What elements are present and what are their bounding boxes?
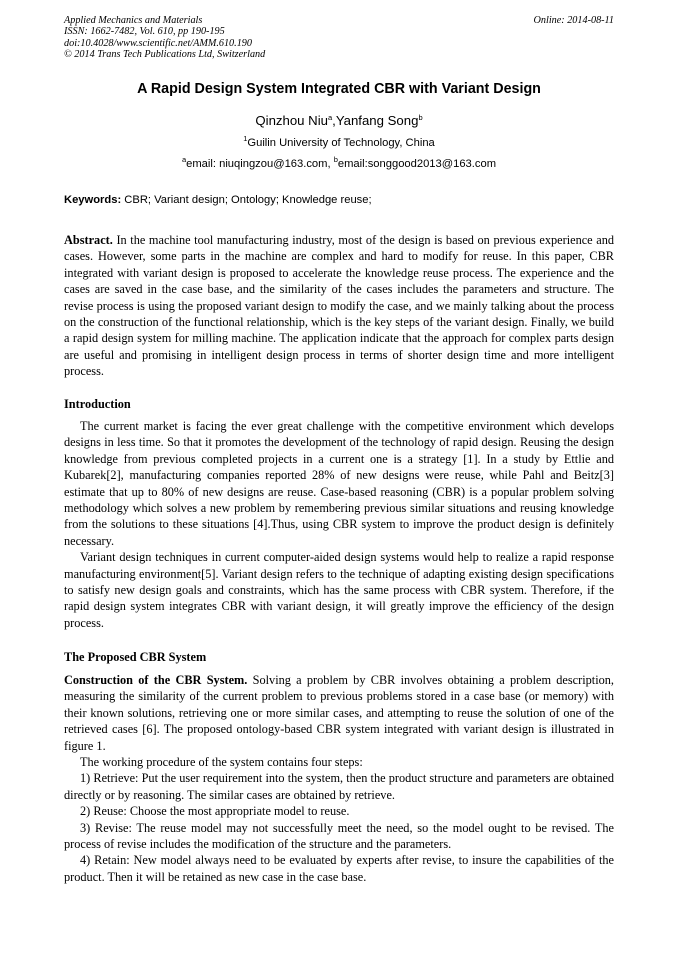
author-name: Yanfang Song bbox=[335, 113, 419, 128]
online-date: Online: 2014-08-11 bbox=[533, 15, 614, 26]
step-revise: 3) Revise: The reuse model may not successfully meet the need, so the model ought to be revised. The process of revise includes the modification of the structure and the parameters. bbox=[64, 820, 614, 852]
affiliation-text: Guilin University of Technology, China bbox=[247, 137, 435, 149]
keywords-text: CBR; Variant design; Ontology; Knowledge reuse; bbox=[121, 194, 372, 206]
abstract-text: In the machine tool manufacturing industry, most of the design is based on previous experience and cases. However, some parts in the machine are complex and hard to modify for reuse. In this paper, CBR integrated with variant design is proposed to accelerate the knowledge reuse process. The experience and the cases are saved in the case base, and the similarity of the cases includes the parameters and structure. The revise process is using the proposed variant design to modify the case, and we mainly talking about the process on the construction of the functional relationship, which is the key steps of the variant design. Finally, we build a rapid design system for milling machine. The application indicate that the approach for complex parts design are useful and promising in intelligent design process in terms of shorter design time and more intelligent process. bbox=[64, 233, 614, 379]
email-superscript: b bbox=[333, 155, 338, 164]
subsection-runin-heading: Construction of the CBR System. bbox=[64, 673, 248, 687]
journal-name: Applied Mechanics and Materials bbox=[64, 15, 203, 26]
step-retain: 4) Retain: New model always need to be evaluated by experts after revise, to insure the capabilities of the product. Then it will be retained as new case in the case base. bbox=[64, 853, 614, 884]
email-address[interactable]: email: niuqingzou@163.com, bbox=[186, 158, 334, 170]
paragraph-text: Solving a problem by CBR involves obtaining a problem description, measuring the similarity of the current problem to previous problems stored in a case base (or memory) with their known solutions, retrieving one or more similar cases, and attempting to reuse the solution of one of the retrieved cases [6]. The proposed ontology-based CBR system integrated with variant design is illustrated in figure 1. bbox=[64, 673, 614, 753]
affiliation-superscript: 1 bbox=[243, 134, 248, 143]
paragraph: The current market is facing the ever great challenge with the competitive environment which develops designs in less time. So that it promotes the development of the technology of rapid design. Reusing the design knowledge from previous completed projects in a current one is a strategy [1]. In a study by Ettlie and Kubarek[2], manufacturing companies reported 28% of new designs were reuse, while Pahl and Beitz[3] estimate that up to 80% of new designs are reuse. Case-based reasoning (CBR) is a popular problem solving methodology which solves a new problem by remembering previous similar situations and reusing knowledge from the solutions to these situations [4].Thus, using CBR system to improve the product design is definitely necessary. bbox=[64, 419, 614, 548]
email-superscript: a bbox=[181, 155, 187, 164]
author-line bbox=[40, 113, 638, 128]
keywords bbox=[64, 194, 372, 206]
step-reuse: 2) Reuse: Choose the most appropriate model to reuse. bbox=[80, 804, 350, 819]
introduction-body bbox=[64, 418, 614, 631]
author-superscript: b bbox=[418, 113, 423, 122]
keywords-label: Keywords: bbox=[64, 194, 122, 206]
doi-line[interactable]: doi:10.4028/www.scientific.net/AMM.610.190 bbox=[64, 37, 252, 49]
paper-title: A Rapid Design System Integrated CBR with Variant Design bbox=[137, 81, 541, 97]
section-heading-introduction: Introduction bbox=[64, 397, 131, 411]
paragraph bbox=[64, 672, 614, 754]
author-separator: , bbox=[332, 113, 336, 128]
proposed-cbr-body bbox=[64, 672, 614, 885]
abstract bbox=[64, 232, 614, 380]
author-name: Qinzhou Niu bbox=[255, 113, 328, 128]
affiliation bbox=[40, 134, 638, 149]
copyright-line: © 2014 Trans Tech Publications Ltd, Switzerland bbox=[64, 48, 266, 60]
email-line bbox=[40, 155, 638, 170]
paragraph: The working procedure of the system contains four steps: bbox=[80, 755, 363, 770]
abstract-label: Abstract. bbox=[64, 233, 113, 247]
issn-line: ISSN: 1662-7482, Vol. 610, pp 190-195 bbox=[64, 26, 225, 38]
paragraph: Variant design techniques in current computer-aided design systems would help to realize a rapid response manufacturing environment[5]. Variant design refers to the technique of adapting existing design specifications to satisfy new design goals and constraints, which has the same process with CBR system. Therefore, if the rapid design system integrates CBR with variant design, it will greatly improve the efficiency of the design process. bbox=[64, 550, 614, 630]
author-superscript: a bbox=[327, 113, 333, 122]
step-retrieve: 1) Retrieve: Put the user requirement into the system, then the product structure and parameters are obtained directly or by reasoning. The similar cases are obtained by retrieve. bbox=[64, 771, 614, 802]
section-heading-proposed-cbr-system: The Proposed CBR System bbox=[64, 650, 207, 664]
journal-header bbox=[64, 15, 265, 60]
email-address[interactable]: email:songgood2013@163.com bbox=[337, 158, 497, 170]
